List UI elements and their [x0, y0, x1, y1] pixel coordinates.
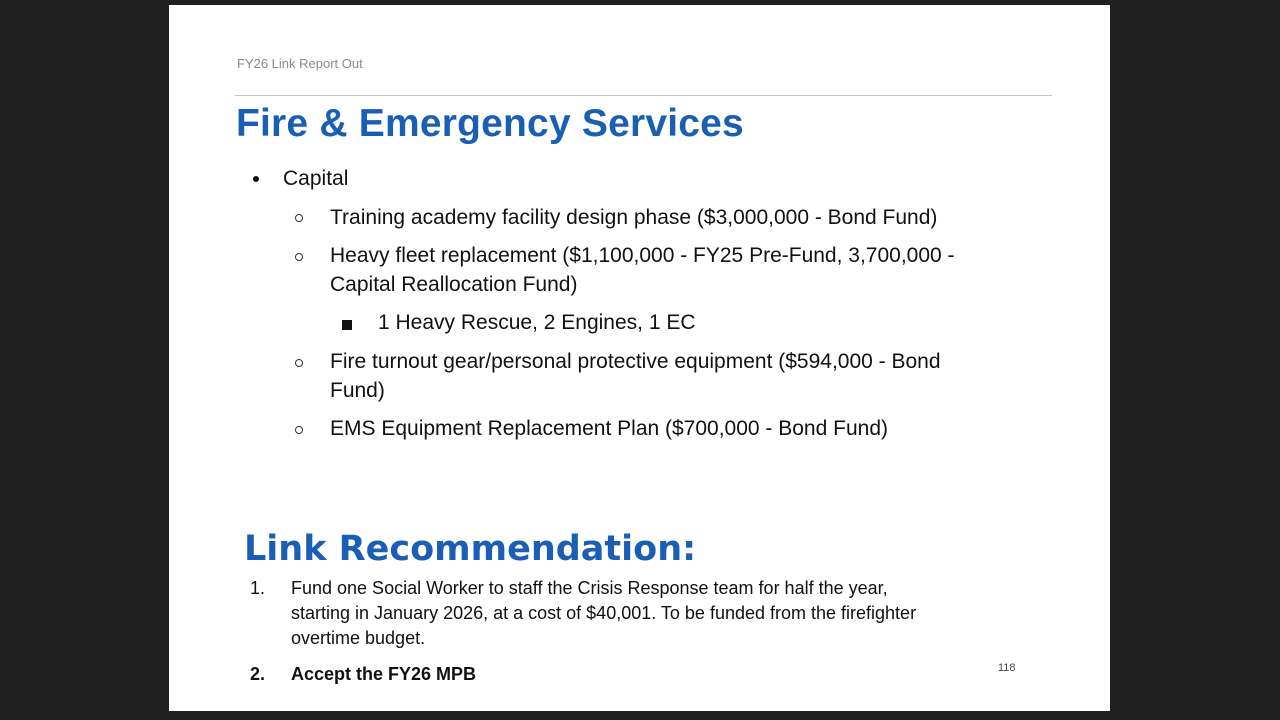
- capital-subitem: 1 Heavy Rescue, 2 Engines, 1 EC: [378, 311, 696, 334]
- bullet-dot-icon: [253, 176, 259, 182]
- slide-header: FY26 Link Report Out: [237, 56, 363, 71]
- bullet-circle-icon: [295, 426, 303, 434]
- header-divider: [235, 95, 1052, 96]
- page-number: 118: [998, 662, 1016, 674]
- recommendation-line: Fund one Social Worker to staff the Crisis Response team for half the year,: [291, 578, 888, 598]
- recommendation-line: starting in January 2026, at a cost of $40,001. To be funded from the firefighter: [291, 603, 917, 623]
- capital-item-line: Capital Reallocation Fund): [330, 273, 578, 296]
- bullet-square-icon: [342, 320, 352, 330]
- bullet-circle-icon: [295, 359, 303, 367]
- capital-item-line: Heavy fleet replacement ($1,100,000 - FY25 Pre-Fund, 3,700,000 -: [330, 244, 955, 267]
- recommendation-number: 2.: [250, 664, 266, 684]
- recommendation-line: overtime budget.: [291, 628, 426, 648]
- recommendation-title: Link Recommendation:: [244, 529, 697, 569]
- capital-item: [330, 347, 941, 405]
- bullet-circle-icon: [295, 253, 303, 261]
- recommendation-item: Accept the FY26 MPB: [291, 664, 477, 684]
- capital-item: Training academy facility design phase ($3,000,000 - Bond Fund): [330, 206, 938, 229]
- recommendation-number: 1.: [250, 578, 266, 598]
- capital-item: [330, 241, 955, 299]
- section-capital: Capital: [283, 167, 349, 190]
- capital-item: EMS Equipment Replacement Plan ($700,000 - Bond Fund): [330, 417, 888, 440]
- capital-item-line: Fire turnout gear/personal protective equipment ($594,000 - Bond: [330, 350, 941, 373]
- bullet-circle-icon: [295, 214, 303, 222]
- recommendation-item: [291, 576, 916, 651]
- slide-title: Fire & Emergency Services: [236, 102, 744, 145]
- capital-item-line: Fund): [330, 379, 385, 402]
- slide: [169, 5, 1110, 711]
